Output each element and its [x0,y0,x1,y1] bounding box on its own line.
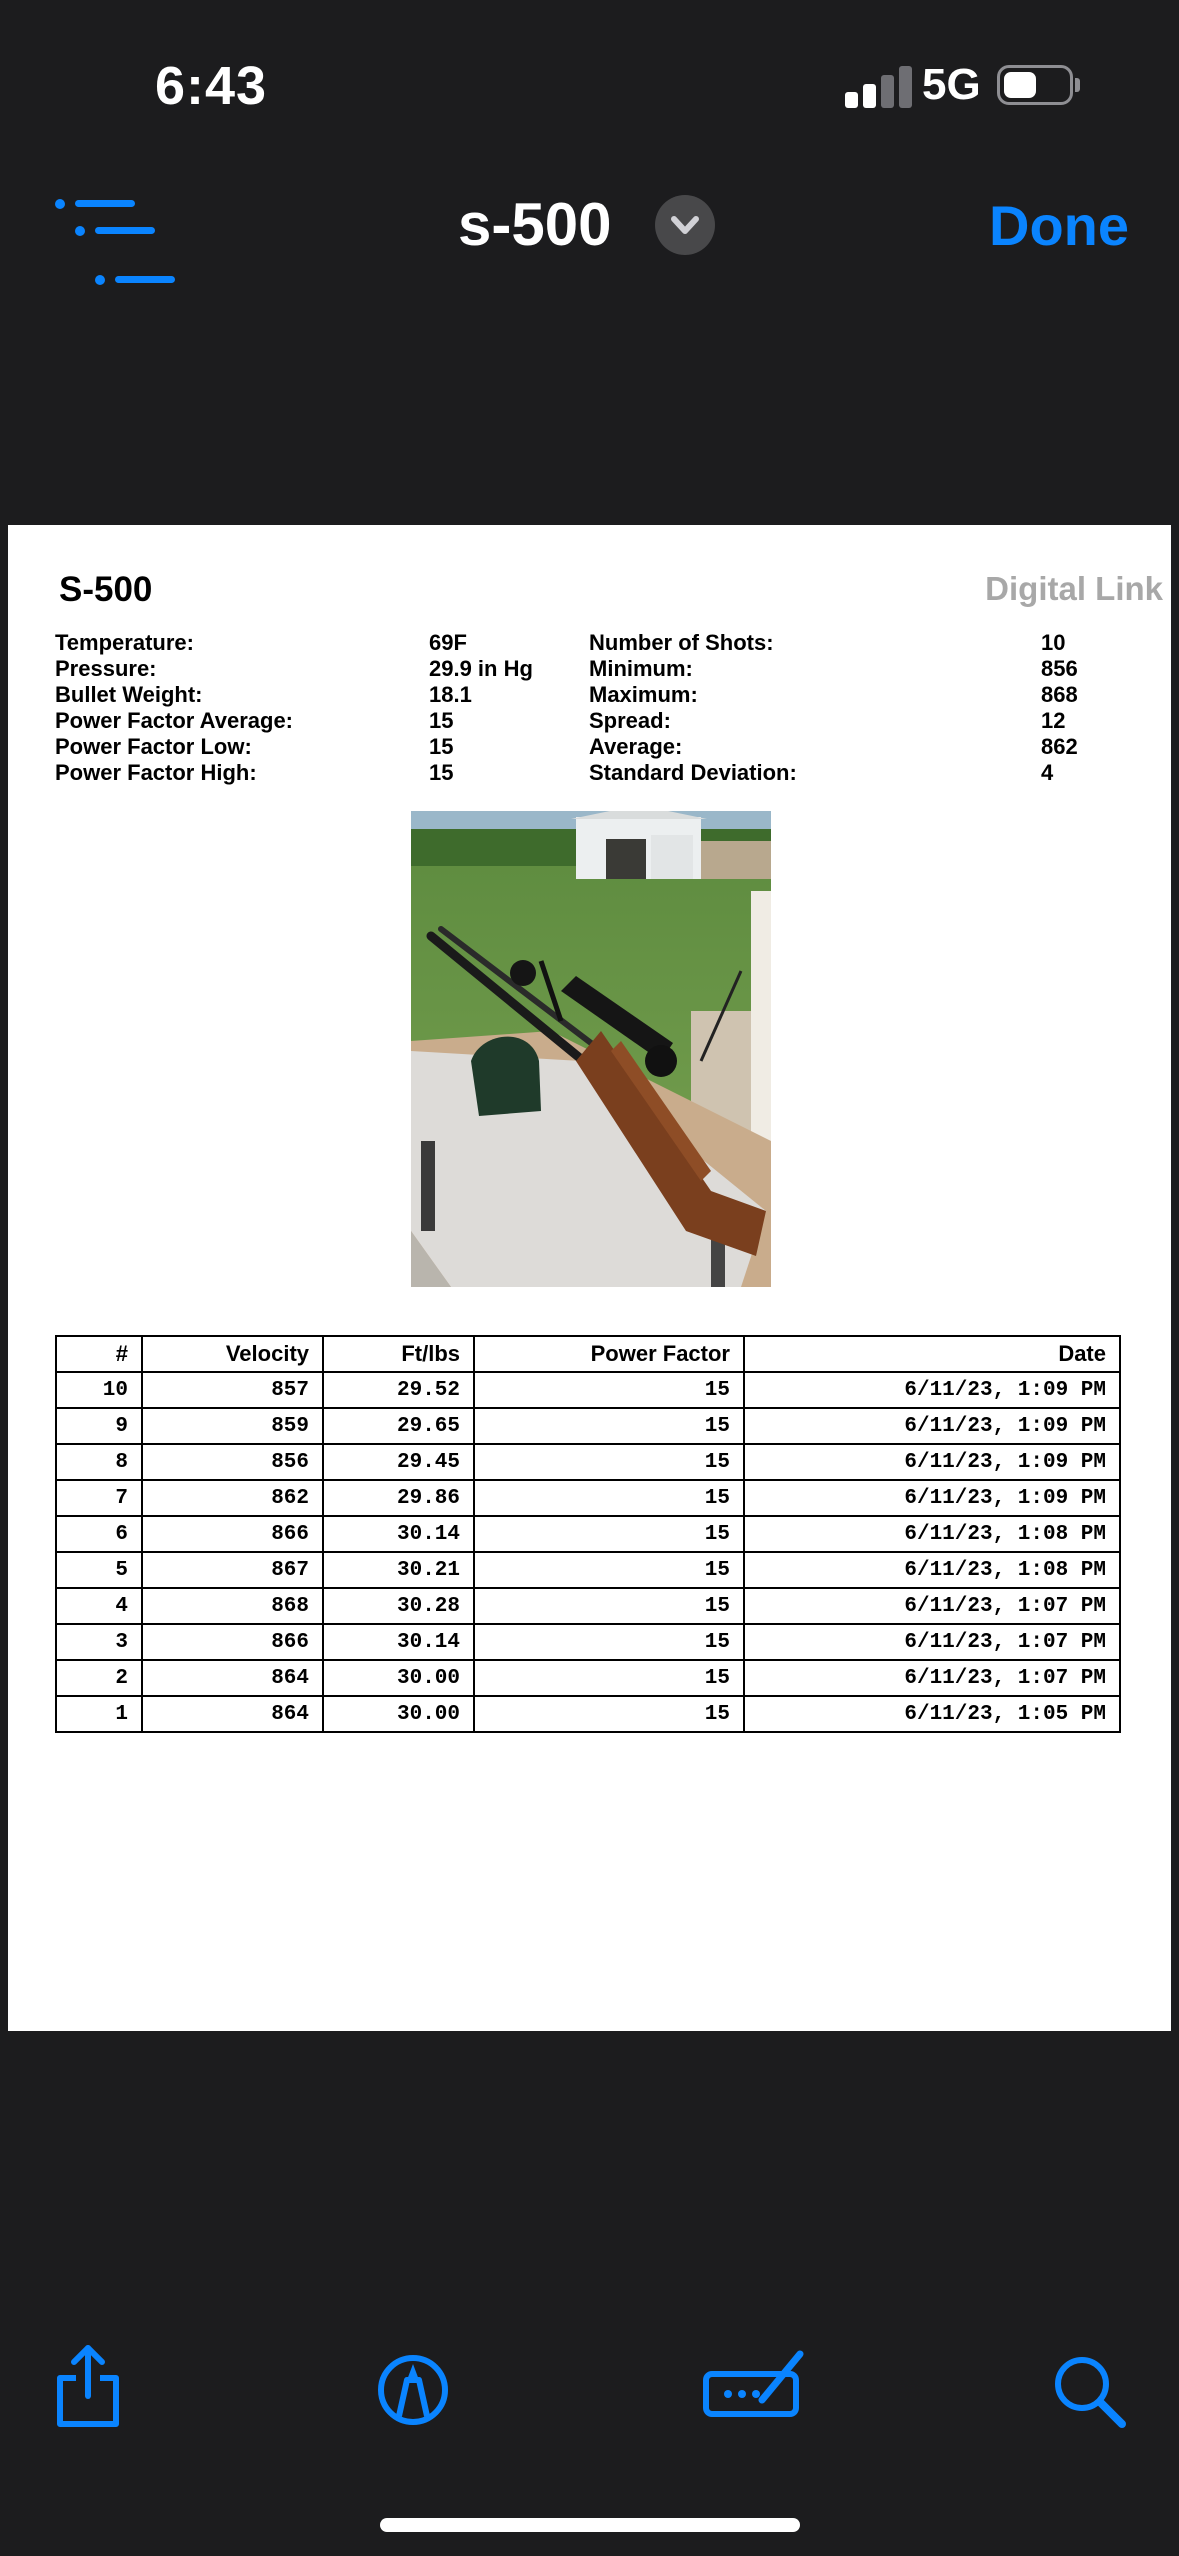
stat-label: Average: [589,734,683,759]
table-cell: 30.14 [323,1624,474,1660]
table-row [56,1444,1120,1480]
column-header: Velocity [142,1336,323,1372]
stat-value: 868 [1041,682,1078,707]
table-cell: 864 [142,1696,323,1732]
markup-icon[interactable] [373,2340,453,2430]
table-cell: 3 [56,1624,142,1660]
stat-label: Number of Shots: [589,630,774,655]
table-cell: 7 [56,1480,142,1516]
table-cell: 6/11/23, 1:08 PM [744,1516,1120,1552]
shots-table [55,1335,1121,1733]
table-cell: 864 [142,1660,323,1696]
table-row [56,1408,1120,1444]
home-indicator [380,2518,800,2532]
table-cell: 6/11/23, 1:09 PM [744,1408,1120,1444]
column-header: Date [744,1336,1120,1372]
table-cell: 6/11/23, 1:09 PM [744,1444,1120,1480]
stat-value: 15 [429,734,454,759]
stats-right [589,630,1149,786]
table-cell: 857 [142,1372,323,1408]
search-icon[interactable] [1050,2340,1130,2430]
battery-icon [997,65,1073,105]
table-cell: 856 [142,1444,323,1480]
stat-value: 29.9 in Hg [429,656,533,681]
column-header: Ft/lbs [323,1336,474,1372]
table-row [56,1624,1120,1660]
stat-label: Maximum: [589,682,698,707]
stat-label: Power Factor High: [55,760,257,785]
report-brand: Digital Link [985,570,1163,607]
table-cell: 6/11/23, 1:07 PM [744,1660,1120,1696]
table-row [56,1372,1120,1408]
stat-label: Minimum: [589,656,693,681]
table-cell: 15 [474,1372,744,1408]
column-header: Power Factor [474,1336,744,1372]
stat-row [55,760,555,786]
network-type: 5G [922,60,981,109]
stat-value: 15 [429,708,454,733]
table-cell: 6/11/23, 1:07 PM [744,1588,1120,1624]
stat-value: 10 [1041,630,1066,655]
table-row [56,1480,1120,1516]
rifle-photo [411,811,771,1287]
stat-row [589,760,1149,786]
stat-value: 4 [1041,760,1054,785]
column-header: # [56,1336,142,1372]
outline-list-icon[interactable] [55,195,135,255]
stat-label: Temperature: [55,630,194,655]
stat-row [589,708,1149,734]
stat-value: 69F [429,630,467,655]
table-cell: 2 [56,1660,142,1696]
table-cell: 15 [474,1480,744,1516]
stats-left [55,630,555,786]
table-cell: 6/11/23, 1:09 PM [744,1372,1120,1408]
table-row [56,1516,1120,1552]
table-cell: 6/11/23, 1:05 PM [744,1696,1120,1732]
stat-row [55,682,555,708]
table-header-row [56,1336,1120,1372]
table-row [56,1588,1120,1624]
table-cell: 30.14 [323,1516,474,1552]
table-cell: 15 [474,1696,744,1732]
report-heading: S-500 [59,570,153,609]
table-row [56,1660,1120,1696]
table-cell: 6/11/23, 1:08 PM [744,1552,1120,1588]
stat-row [55,734,555,760]
chevron-down-icon[interactable] [655,195,715,255]
stat-row [55,630,555,656]
stat-value: 12 [1041,708,1066,733]
table-cell: 9 [56,1408,142,1444]
stat-value: 856 [1041,656,1078,681]
stat-row [589,734,1149,760]
stat-row [55,656,555,682]
table-cell: 30.21 [323,1552,474,1588]
stat-label: Bullet Weight: [55,682,203,707]
stat-label: Power Factor Low: [55,734,252,759]
table-cell: 6 [56,1516,142,1552]
table-cell: 868 [142,1588,323,1624]
stat-row [589,656,1149,682]
table-cell: 10 [56,1372,142,1408]
signature-icon[interactable] [700,2340,810,2430]
stat-row [55,708,555,734]
table-cell: 15 [474,1588,744,1624]
stat-label: Power Factor Average: [55,708,294,733]
table-cell: 5 [56,1552,142,1588]
stat-label: Pressure: [55,656,157,681]
table-cell: 8 [56,1444,142,1480]
done-button[interactable]: Done [989,194,1129,257]
table-cell: 15 [474,1516,744,1552]
stat-value: 15 [429,760,454,785]
table-cell: 867 [142,1552,323,1588]
table-cell: 15 [474,1660,744,1696]
stat-value: 862 [1041,734,1078,759]
table-cell: 15 [474,1552,744,1588]
table-row [56,1696,1120,1732]
table-cell: 29.52 [323,1372,474,1408]
table-cell: 29.65 [323,1408,474,1444]
stat-row [589,630,1149,656]
table-cell: 30.28 [323,1588,474,1624]
table-cell: 29.86 [323,1480,474,1516]
table-cell: 866 [142,1516,323,1552]
table-cell: 30.00 [323,1660,474,1696]
table-cell: 15 [474,1444,744,1480]
table-row [56,1552,1120,1588]
status-time: 6:43 [155,56,268,116]
share-icon[interactable] [50,2340,130,2430]
stat-label: Standard Deviation: [589,760,797,785]
table-cell: 29.45 [323,1444,474,1480]
document-page [8,525,1171,2031]
table-cell: 4 [56,1588,142,1624]
table-cell: 859 [142,1408,323,1444]
table-cell: 866 [142,1624,323,1660]
document-title[interactable]: s-500 [458,191,612,258]
table-cell: 30.00 [323,1696,474,1732]
table-cell: 15 [474,1408,744,1444]
stat-label: Spread: [589,708,671,733]
table-cell: 15 [474,1624,744,1660]
stat-value: 18.1 [429,682,472,707]
table-cell: 1 [56,1696,142,1732]
table-cell: 6/11/23, 1:09 PM [744,1480,1120,1516]
cellular-signal-icon [845,64,915,108]
stat-row [589,682,1149,708]
table-cell: 6/11/23, 1:07 PM [744,1624,1120,1660]
table-cell: 862 [142,1480,323,1516]
